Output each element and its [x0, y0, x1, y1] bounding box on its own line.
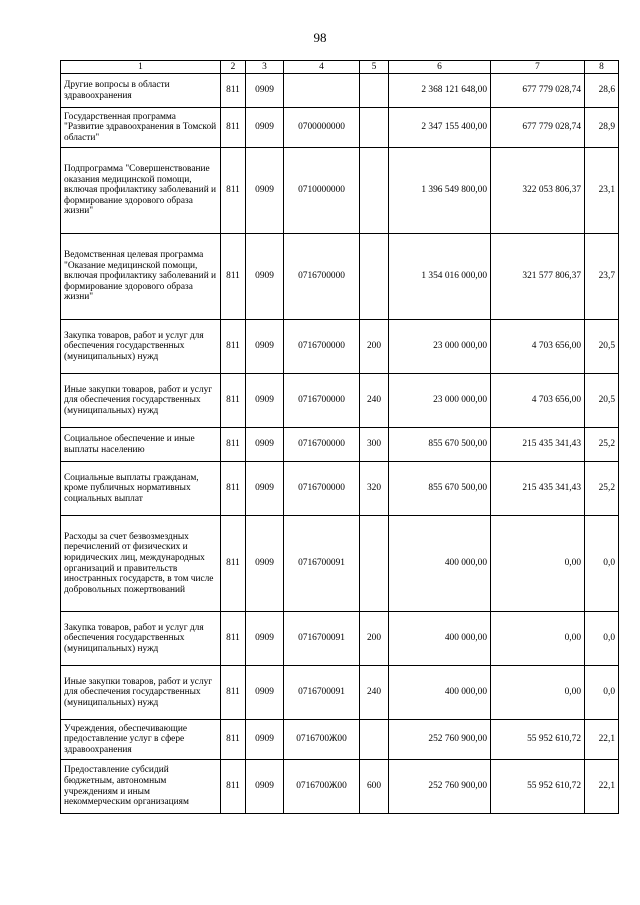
row-executed-amount: 55 952 610,72	[491, 720, 585, 760]
row-name: Иные закупки товаров, работ и услуг для обеспечения государственных (муниципальных) нужд	[61, 374, 221, 428]
row-execution-percent: 22,1	[585, 760, 619, 814]
row-section-code: 0909	[246, 108, 284, 148]
row-section-code: 0909	[246, 234, 284, 320]
row-ministry-code: 811	[221, 320, 246, 374]
row-name: Расходы за счет безвозмездных перечислений от физических и юридических лиц, международных организаций и правительств иностранных государств, в том числе добровольных пожертвований	[61, 516, 221, 612]
row-executed-amount: 215 435 341,43	[491, 428, 585, 462]
row-ministry-code: 811	[221, 516, 246, 612]
row-section-code: 0909	[246, 666, 284, 720]
row-target-article: 0716700000	[284, 234, 360, 320]
row-execution-percent: 20,5	[585, 374, 619, 428]
row-expense-type	[360, 234, 389, 320]
row-target-article: 0716700091	[284, 612, 360, 666]
row-expense-type: 300	[360, 428, 389, 462]
row-planned-amount: 400 000,00	[389, 666, 491, 720]
column-header: 3	[246, 61, 284, 74]
column-header: 7	[491, 61, 585, 74]
row-planned-amount: 23 000 000,00	[389, 320, 491, 374]
row-executed-amount: 0,00	[491, 516, 585, 612]
row-section-code: 0909	[246, 320, 284, 374]
row-target-article: 0716700000	[284, 320, 360, 374]
table-row	[61, 516, 619, 612]
column-header: 2	[221, 61, 246, 74]
row-expense-type	[360, 720, 389, 760]
row-target-article: 0710000000	[284, 148, 360, 234]
row-planned-amount: 1 396 549 800,00	[389, 148, 491, 234]
table-row	[61, 374, 619, 428]
row-execution-percent: 0,0	[585, 516, 619, 612]
row-expense-type	[360, 516, 389, 612]
column-header: 1	[61, 61, 221, 74]
row-ministry-code: 811	[221, 74, 246, 108]
row-name: Социальное обеспечение и иные выплаты населению	[61, 428, 221, 462]
row-execution-percent: 28,9	[585, 108, 619, 148]
row-executed-amount: 677 779 028,74	[491, 74, 585, 108]
table-row	[61, 760, 619, 814]
row-target-article: 0716700Ж00	[284, 760, 360, 814]
row-planned-amount: 252 760 900,00	[389, 720, 491, 760]
row-planned-amount: 2 368 121 648,00	[389, 74, 491, 108]
row-target-article: 0716700Ж00	[284, 720, 360, 760]
row-planned-amount: 400 000,00	[389, 516, 491, 612]
row-section-code: 0909	[246, 428, 284, 462]
row-target-article	[284, 74, 360, 108]
row-ministry-code: 811	[221, 720, 246, 760]
row-execution-percent: 23,1	[585, 148, 619, 234]
row-executed-amount: 321 577 806,37	[491, 234, 585, 320]
row-name: Социальные выплаты гражданам, кроме публичных нормативных социальных выплат	[61, 462, 221, 516]
row-planned-amount: 400 000,00	[389, 612, 491, 666]
row-ministry-code: 811	[221, 234, 246, 320]
row-executed-amount: 4 703 656,00	[491, 320, 585, 374]
row-section-code: 0909	[246, 74, 284, 108]
table-row	[61, 234, 619, 320]
table-row	[61, 148, 619, 234]
budget-table	[60, 60, 619, 814]
row-execution-percent: 0,0	[585, 612, 619, 666]
table-row	[61, 74, 619, 108]
row-ministry-code: 811	[221, 760, 246, 814]
table-header-row	[61, 61, 619, 74]
row-executed-amount: 55 952 610,72	[491, 760, 585, 814]
table-row	[61, 108, 619, 148]
row-planned-amount: 1 354 016 000,00	[389, 234, 491, 320]
row-name: Другие вопросы в области здравоохранения	[61, 74, 221, 108]
row-execution-percent: 25,2	[585, 428, 619, 462]
row-ministry-code: 811	[221, 666, 246, 720]
column-header: 8	[585, 61, 619, 74]
row-expense-type: 200	[360, 320, 389, 374]
table-row	[61, 666, 619, 720]
row-target-article: 0716700000	[284, 374, 360, 428]
row-expense-type: 320	[360, 462, 389, 516]
row-section-code: 0909	[246, 374, 284, 428]
row-executed-amount: 215 435 341,43	[491, 462, 585, 516]
column-header: 6	[389, 61, 491, 74]
row-target-article: 0716700000	[284, 428, 360, 462]
row-execution-percent: 20,5	[585, 320, 619, 374]
row-section-code: 0909	[246, 612, 284, 666]
table-row	[61, 462, 619, 516]
row-ministry-code: 811	[221, 428, 246, 462]
row-expense-type: 240	[360, 374, 389, 428]
table-row	[61, 428, 619, 462]
row-ministry-code: 811	[221, 612, 246, 666]
row-name: Подпрограмма "Совершенствование оказания медицинской помощи, включая профилактику заболеваний и формирование здорового образа жизни"	[61, 148, 221, 234]
row-planned-amount: 855 670 500,00	[389, 428, 491, 462]
row-executed-amount: 4 703 656,00	[491, 374, 585, 428]
row-expense-type	[360, 148, 389, 234]
table-row	[61, 320, 619, 374]
page-number: 98	[313, 30, 327, 45]
row-execution-percent: 25,2	[585, 462, 619, 516]
column-header: 4	[284, 61, 360, 74]
row-section-code: 0909	[246, 148, 284, 234]
row-ministry-code: 811	[221, 462, 246, 516]
row-section-code: 0909	[246, 462, 284, 516]
row-executed-amount: 0,00	[491, 666, 585, 720]
row-target-article: 0700000000	[284, 108, 360, 148]
row-execution-percent: 28,6	[585, 74, 619, 108]
table-row	[61, 720, 619, 760]
row-ministry-code: 811	[221, 108, 246, 148]
row-section-code: 0909	[246, 760, 284, 814]
row-planned-amount: 23 000 000,00	[389, 374, 491, 428]
row-ministry-code: 811	[221, 148, 246, 234]
row-target-article: 0716700000	[284, 462, 360, 516]
row-target-article: 0716700091	[284, 516, 360, 612]
row-name: Ведомственная целевая программа "Оказание медицинской помощи, включая профилактику заболеваний и формирование здорового образа жизни"	[61, 234, 221, 320]
row-name: Государственная программа "Развитие здравоохранения в Томской области"	[61, 108, 221, 148]
row-name: Закупка товаров, работ и услуг для обеспечения государственных (муниципальных) нужд	[61, 612, 221, 666]
row-execution-percent: 0,0	[585, 666, 619, 720]
row-executed-amount: 0,00	[491, 612, 585, 666]
row-planned-amount: 2 347 155 400,00	[389, 108, 491, 148]
column-header: 5	[360, 61, 389, 74]
row-execution-percent: 23,7	[585, 234, 619, 320]
row-section-code: 0909	[246, 720, 284, 760]
row-expense-type: 240	[360, 666, 389, 720]
table-row	[61, 612, 619, 666]
row-executed-amount: 322 053 806,37	[491, 148, 585, 234]
row-name: Закупка товаров, работ и услуг для обеспечения государственных (муниципальных) нужд	[61, 320, 221, 374]
row-section-code: 0909	[246, 516, 284, 612]
row-planned-amount: 252 760 900,00	[389, 760, 491, 814]
row-execution-percent: 22,1	[585, 720, 619, 760]
row-name: Учреждения, обеспечивающие предоставление услуг в сфере здравоохранения	[61, 720, 221, 760]
row-expense-type: 200	[360, 612, 389, 666]
row-planned-amount: 855 670 500,00	[389, 462, 491, 516]
row-expense-type: 600	[360, 760, 389, 814]
row-name: Предоставление субсидий бюджетным, автономным учреждениям и иным некоммерческим организациям	[61, 760, 221, 814]
row-executed-amount: 677 779 028,74	[491, 108, 585, 148]
row-expense-type	[360, 108, 389, 148]
row-name: Иные закупки товаров, работ и услуг для обеспечения государственных (муниципальных) нужд	[61, 666, 221, 720]
row-target-article: 0716700091	[284, 666, 360, 720]
row-ministry-code: 811	[221, 374, 246, 428]
row-expense-type	[360, 74, 389, 108]
